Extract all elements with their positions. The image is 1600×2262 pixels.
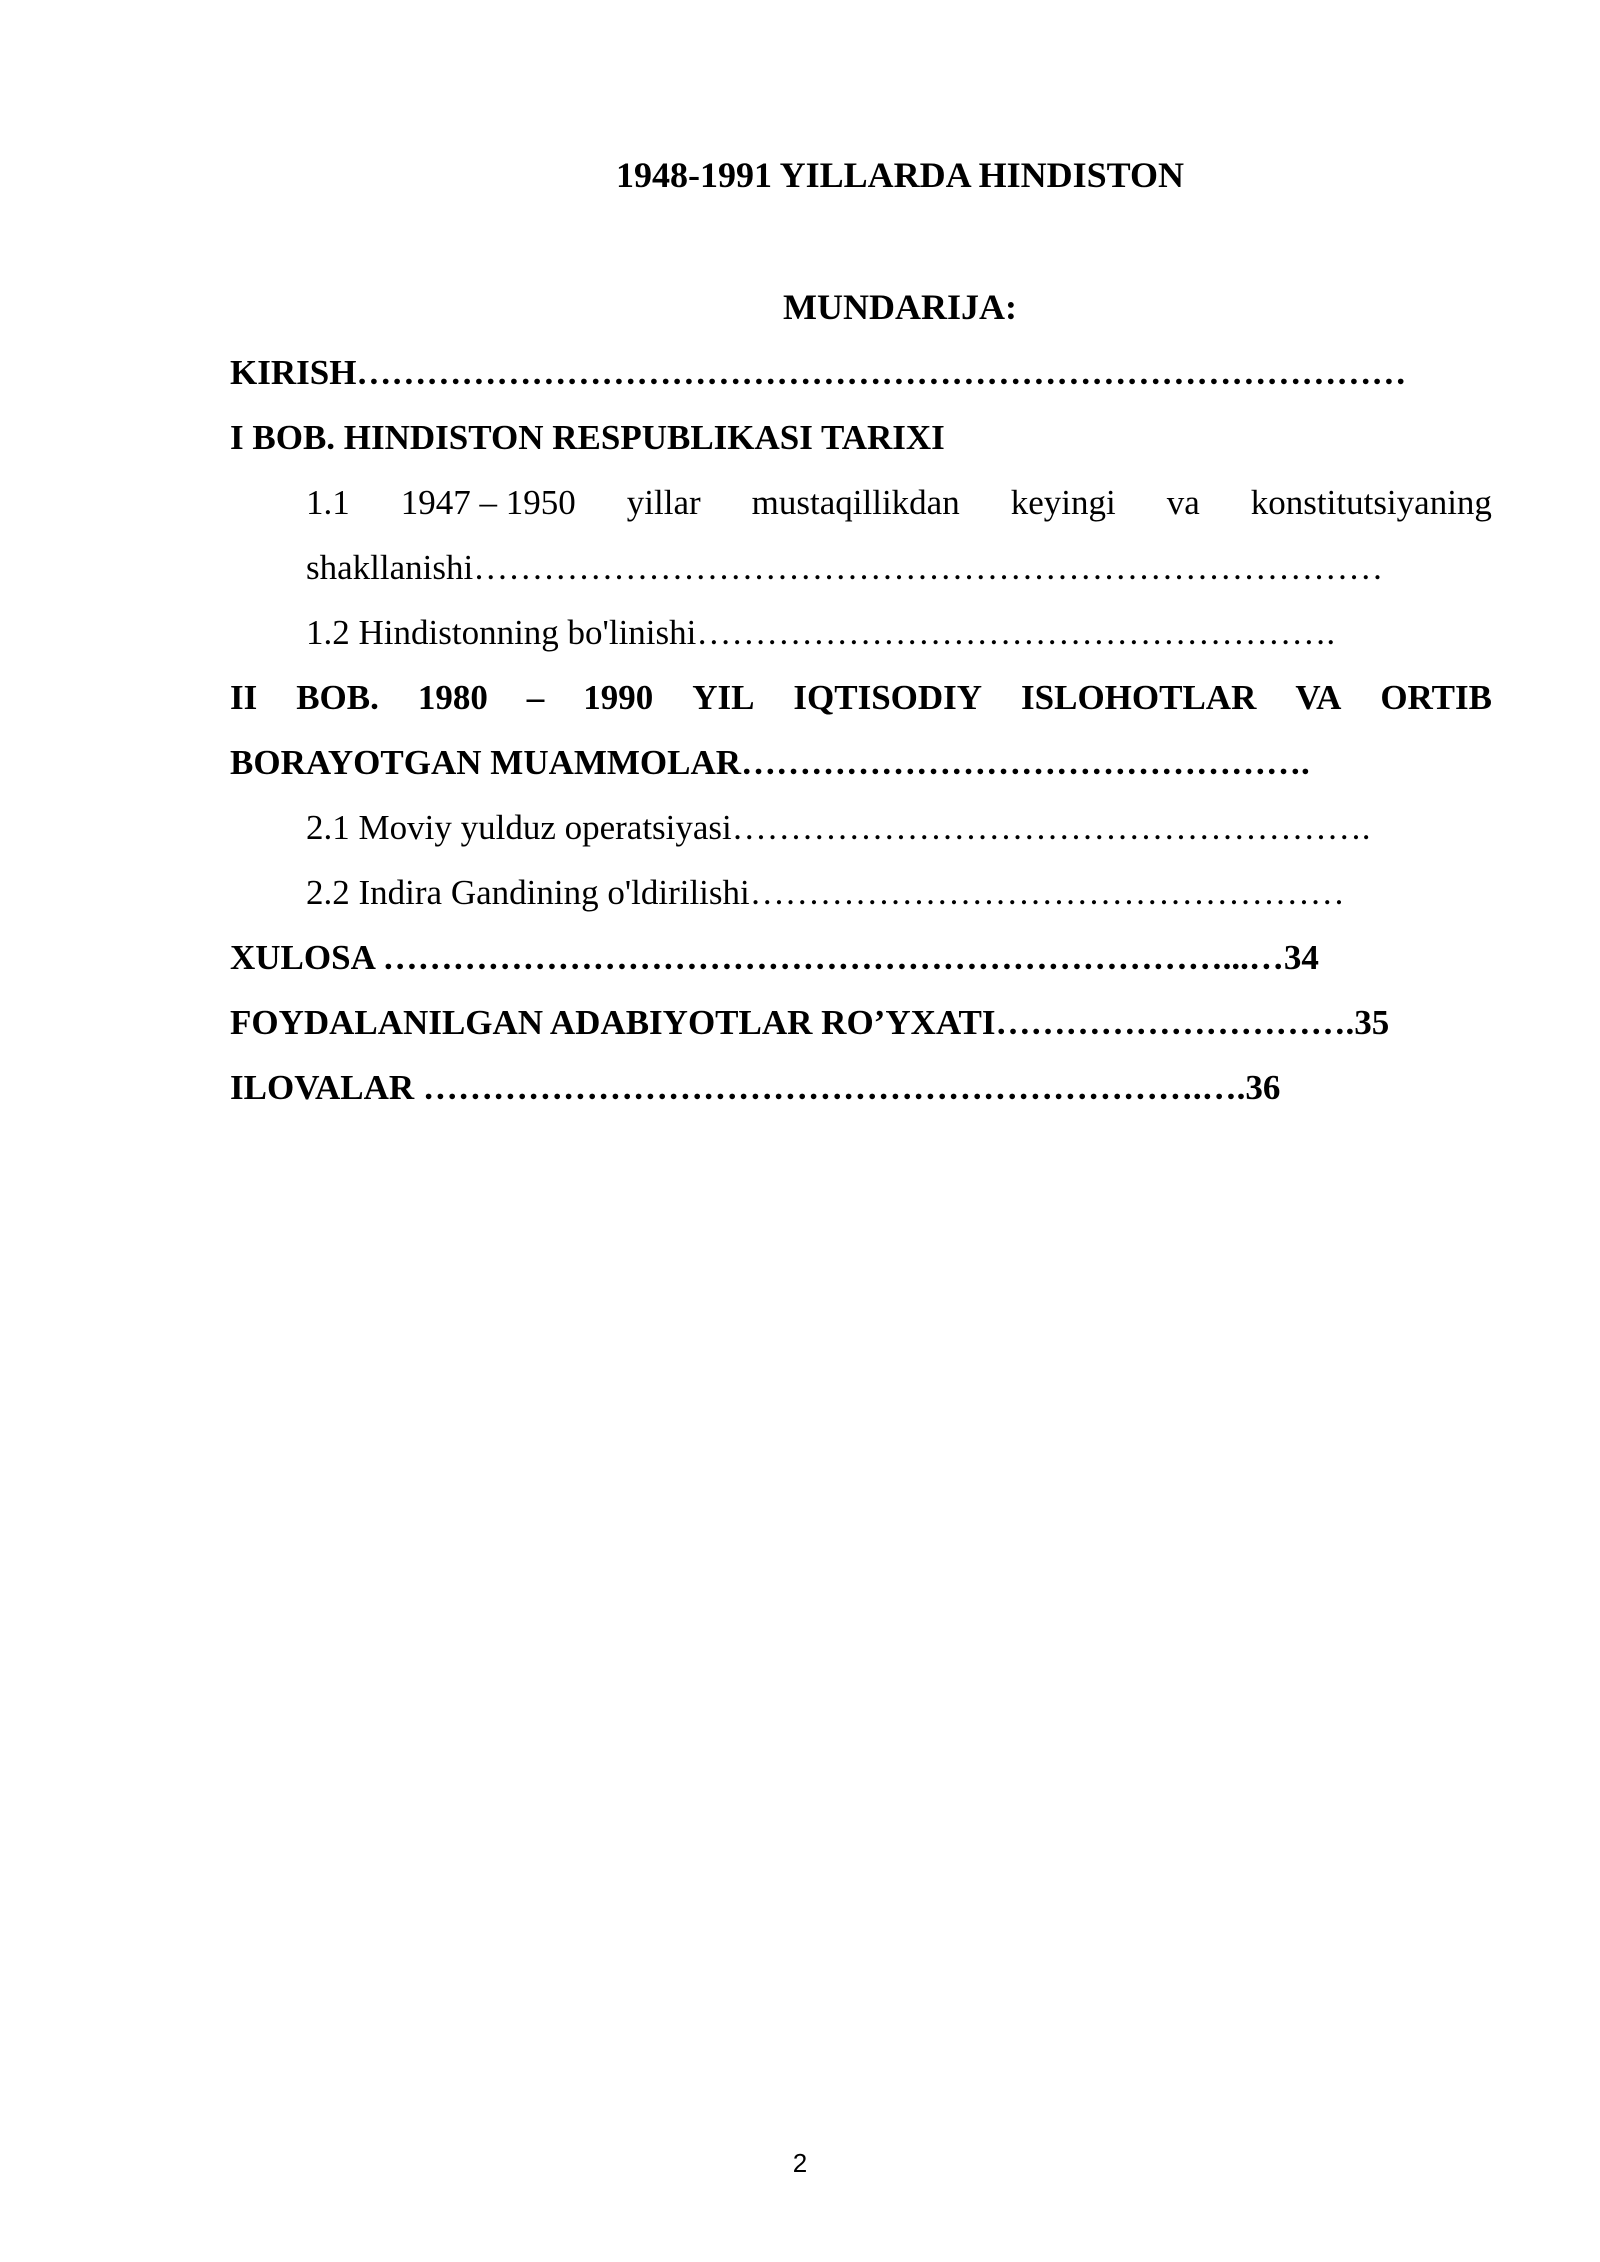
toc-word: 1947 – 1950: [400, 483, 576, 522]
toc-word: mustaqillikdan: [751, 483, 960, 522]
toc-word: II: [230, 678, 258, 717]
toc-heading: MUNDARIJA:: [783, 287, 1017, 327]
toc-entry-xulosa: XULOSA ………………………………………………………………...…34: [230, 938, 1319, 977]
toc-word: va: [1166, 483, 1200, 522]
toc-word: 1.1: [306, 483, 350, 522]
toc-entry-kirish: KIRISH………………………………………………………………………………: [230, 353, 1407, 392]
toc-word: yillar: [626, 483, 701, 522]
toc-entry-ilovalar: ILOVALAR ………………………………………………………….….36: [230, 1068, 1281, 1107]
toc-word: keyingi: [1010, 483, 1116, 522]
toc-entry-adabiyotlar: FOYDALANILGAN ADABIYOTLAR RO’YXATI………………………….35: [230, 1003, 1390, 1042]
toc-word: ORTIB: [1380, 678, 1492, 717]
toc-entry-chapter-1: I BOB. HINDISTON RESPUBLIKASI TARIXI: [230, 418, 945, 457]
toc-entry-chapter-2-continued: BORAYOTGAN MUAMMOLAR………………………………………….: [230, 743, 1310, 782]
toc-entry-section-2-2: 2.2 Indira Gandining o'ldirilishi……………………………………………: [306, 873, 1345, 912]
toc-word: 1990: [583, 678, 654, 717]
toc-word: YIL: [692, 678, 755, 717]
toc-word: BOB.: [296, 678, 379, 717]
toc-word: VA: [1295, 678, 1342, 717]
toc-word: ISLOHOTLAR: [1021, 678, 1257, 717]
toc-word: konstitutsiyaning: [1250, 483, 1492, 522]
toc-word: IQTISODIY: [793, 678, 983, 717]
toc-entry-chapter-2: [230, 665, 1492, 730]
toc-entry-section-1-1: [230, 470, 1492, 535]
toc-word: –: [526, 678, 545, 717]
document-title: 1948-1991 YILLARDA HINDISTON: [615, 155, 1185, 195]
page-number: 2: [792, 2148, 808, 2178]
table-of-contents: [230, 340, 1492, 1120]
toc-word: 1980: [417, 678, 488, 717]
toc-entry-section-2-1: 2.1 Moviy yulduz operatsiyasi……………………………………………….: [306, 808, 1371, 847]
toc-entry-section-1-1-continued: shakllanishi……………………………………………………………………: [306, 548, 1384, 587]
toc-entry-section-1-2: 1.2 Hindistonning bo'linishi……………………………………………….: [306, 613, 1336, 652]
